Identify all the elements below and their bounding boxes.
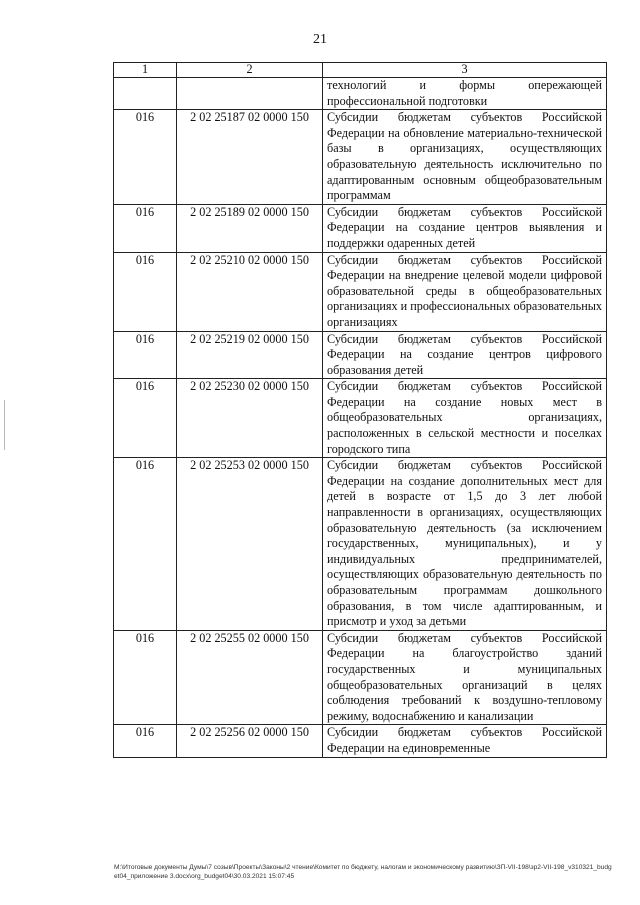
table-row (114, 78, 607, 110)
scan-edge-mark (4, 400, 5, 450)
document-path-footer: M:\Итоговые документы Думы\7 созыв\Проекты\Законы\2 чтение\Комитет по бюджету, налогам и экономическому развитию\ЗП-VII-198\зр2-VII-198_v310321_budget04_приложение 3.docx\org_budget04\30.03.2021 15:07:45 (114, 864, 612, 880)
admin-code-cell: 016 (114, 331, 177, 379)
table-row (114, 331, 607, 379)
admin-code-cell: 016 (114, 458, 177, 631)
description-cell: Субсидии бюджетам субъектов Российской Федерации на создание дополнительных мест для детей в возрасте от 1,5 до 3 лет любой направленности в организациях, осуществляющих образовательную деятельность (за исключением государственных, муниципальных), и у индивидуальных предпринимателей, осуществляющих образовательную деятельность по образовательным программам дошкольного образования, в том числе адаптированным, и присмотр и уход за детьми (323, 458, 607, 631)
description-cell: Субсидии бюджетам субъектов Российской Федерации на создание центров цифрового образования детей (323, 331, 607, 379)
admin-code-cell (114, 78, 177, 110)
description-cell: Субсидии бюджетам субъектов Российской Федерации на создание новых мест в общеобразовательных организациях, расположенных в сельской местности и поселках городского типа (323, 379, 607, 458)
budget-code-cell: 2 02 25255 02 0000 150 (177, 630, 323, 725)
admin-code-cell: 016 (114, 204, 177, 252)
column-header-1: 1 (114, 63, 177, 78)
table-header-row (114, 63, 607, 78)
table-row (114, 110, 607, 205)
budget-code-cell: 2 02 25219 02 0000 150 (177, 331, 323, 379)
description-cell: Субсидии бюджетам субъектов Российской Федерации на благоустройство зданий государственных и муниципальных общеобразовательных организаций в целях соблюдения требований к воздушно-тепловому режиму, водоснабжению и канализации (323, 630, 607, 725)
admin-code-cell: 016 (114, 110, 177, 205)
budget-code-cell: 2 02 25189 02 0000 150 (177, 204, 323, 252)
table-row (114, 630, 607, 725)
admin-code-cell: 016 (114, 630, 177, 725)
budget-code-cell: 2 02 25230 02 0000 150 (177, 379, 323, 458)
column-header-2: 2 (177, 63, 323, 78)
description-cell: Субсидии бюджетам субъектов Российской Федерации на создание центров выявления и поддержки одаренных детей (323, 204, 607, 252)
description-cell: технологий и формы опережающей профессиональной подготовки (323, 78, 607, 110)
table-row (114, 458, 607, 631)
description-cell: Субсидии бюджетам субъектов Российской Федерации на обновление материально-технической базы в организациях, осуществляющих образовательную деятельность исключительно по адаптированным основным общеобразовательным программам (323, 110, 607, 205)
admin-code-cell: 016 (114, 725, 177, 757)
budget-code-cell: 2 02 25210 02 0000 150 (177, 252, 323, 331)
description-cell: Субсидии бюджетам субъектов Российской Федерации на внедрение целевой модели цифровой образовательной среды в общеобразовательных организациях и профессиональных образовательных организациях (323, 252, 607, 331)
admin-code-cell: 016 (114, 252, 177, 331)
column-header-3: 3 (323, 63, 607, 78)
description-cell: Субсидии бюджетам субъектов Российской Федерации на единовременные (323, 725, 607, 757)
table-row (114, 379, 607, 458)
table-row (114, 725, 607, 757)
table-row (114, 252, 607, 331)
budget-code-cell: 2 02 25256 02 0000 150 (177, 725, 323, 757)
budget-code-cell (177, 78, 323, 110)
admin-code-cell: 016 (114, 379, 177, 458)
budget-classification-table (113, 62, 607, 758)
budget-code-cell: 2 02 25187 02 0000 150 (177, 110, 323, 205)
budget-code-cell: 2 02 25253 02 0000 150 (177, 458, 323, 631)
page-number: 21 (313, 32, 327, 47)
table-row (114, 204, 607, 252)
